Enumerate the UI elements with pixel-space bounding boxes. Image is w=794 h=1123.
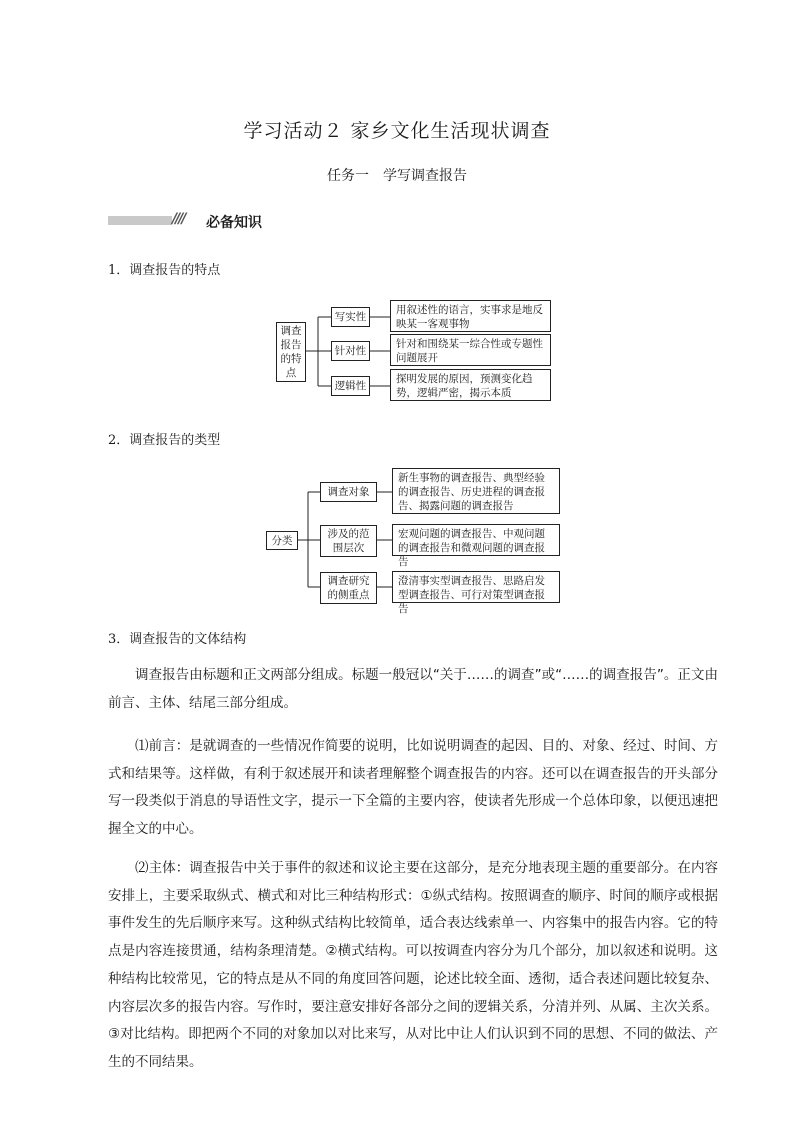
- feature-desc-3: 探明发展的原因，预测变化趋势，逻辑严密，揭示本质: [390, 369, 551, 401]
- feature-label-2: 针对性: [331, 341, 370, 361]
- paragraph-body-text: ⑵主体：调查报告中关于事件的叙述和议论主要在这部分，是充分地表现主题的重要部分。在内容安排上，主要采取纵式、横式和对比三种结构形式：①纵式结构。按照调查的顺序、时间的顺序或根据事件发生的先后顺序来写。这种纵式结构比较简单，适合表达线索单一、内容集中的报告内容。它的特点是内容连接贯通，结构条理清楚。②横式结构。可以按调查内容分为几个部分，加以叙述和说明。这种结构比较常见，它的特点是从不同的角度回答问题，论述比较全面、透彻，适合表述问题比较复杂、内容层次多的报告内容。写作时，要注意安排好各部分之间的逻辑关系，分清并列、从属、主次关系。③对比结构。即把两个不同的对象加以对比来写，从对比中让人们认识到不同的思想、不同的做法、产生的不同结果。: [108, 860, 718, 1070]
- type-desc-1: 新生事物的调查报告、典型经验的调查报告、历史进程的调查报告、揭露问题的调查报告: [392, 468, 560, 514]
- paragraph-body: [108, 855, 718, 1077]
- page-subtitle: 任务一 学写调查报告: [327, 168, 467, 184]
- type-label-3: 调查研究的侧重点: [320, 572, 377, 604]
- section-slashes: ////: [172, 211, 185, 227]
- paragraph-composition-text: 调查报告由标题和正文两部分组成。标题一般冠以“关于……的调查”或“……的调查报告”。正文由前言、主体、结尾三部分组成。: [108, 667, 718, 711]
- feature-desc-1: 用叙述性的语言，实事求是地反映某一客观事物: [390, 300, 551, 332]
- paragraph-preface-text: ⑴前言：是就调查的一些情况作简要的说明，比如说明调查的起因、目的、对象、经过、时间、方式和结果等。这样做，有利于叙述展开和读者理解整个调查报告的内容。还可以在调查报告的开头部分写一段类似于消息的导语性文字，提示一下全篇的主要内容，使读者先形成一个总体印象，以便迅速把握全文的中心。: [108, 738, 718, 838]
- type-desc-2: 宏观问题的调查报告、中观问题的调查报告和微观问题的调查报告: [392, 524, 560, 556]
- types-root: 分类: [266, 531, 298, 550]
- feature-desc-2: 针对和围绕某一综合性或专题性问题展开: [390, 334, 551, 366]
- page-title: 学习活动２ 家乡文化生活现状调查: [243, 120, 551, 142]
- feature-label-3: 逻辑性: [331, 376, 370, 396]
- paragraph-preface: [108, 733, 718, 844]
- section-title: 必备知识: [206, 215, 262, 231]
- type-label-2: 涉及的范围层次: [320, 525, 377, 557]
- features-root: 调查报告的特点: [276, 322, 306, 382]
- heading-types: 2．调查报告的类型: [108, 433, 221, 448]
- paragraph-composition: [108, 662, 718, 717]
- type-desc-3: 澄清事实型调查报告、思路启发型调查报告、可行对策型调查报告: [392, 571, 560, 603]
- heading-features: 1．调查报告的特点: [108, 263, 221, 278]
- feature-label-1: 写实性: [331, 307, 370, 327]
- type-label-1: 调查对象: [320, 482, 377, 502]
- heading-structure: 3．调查报告的文体结构: [108, 632, 247, 647]
